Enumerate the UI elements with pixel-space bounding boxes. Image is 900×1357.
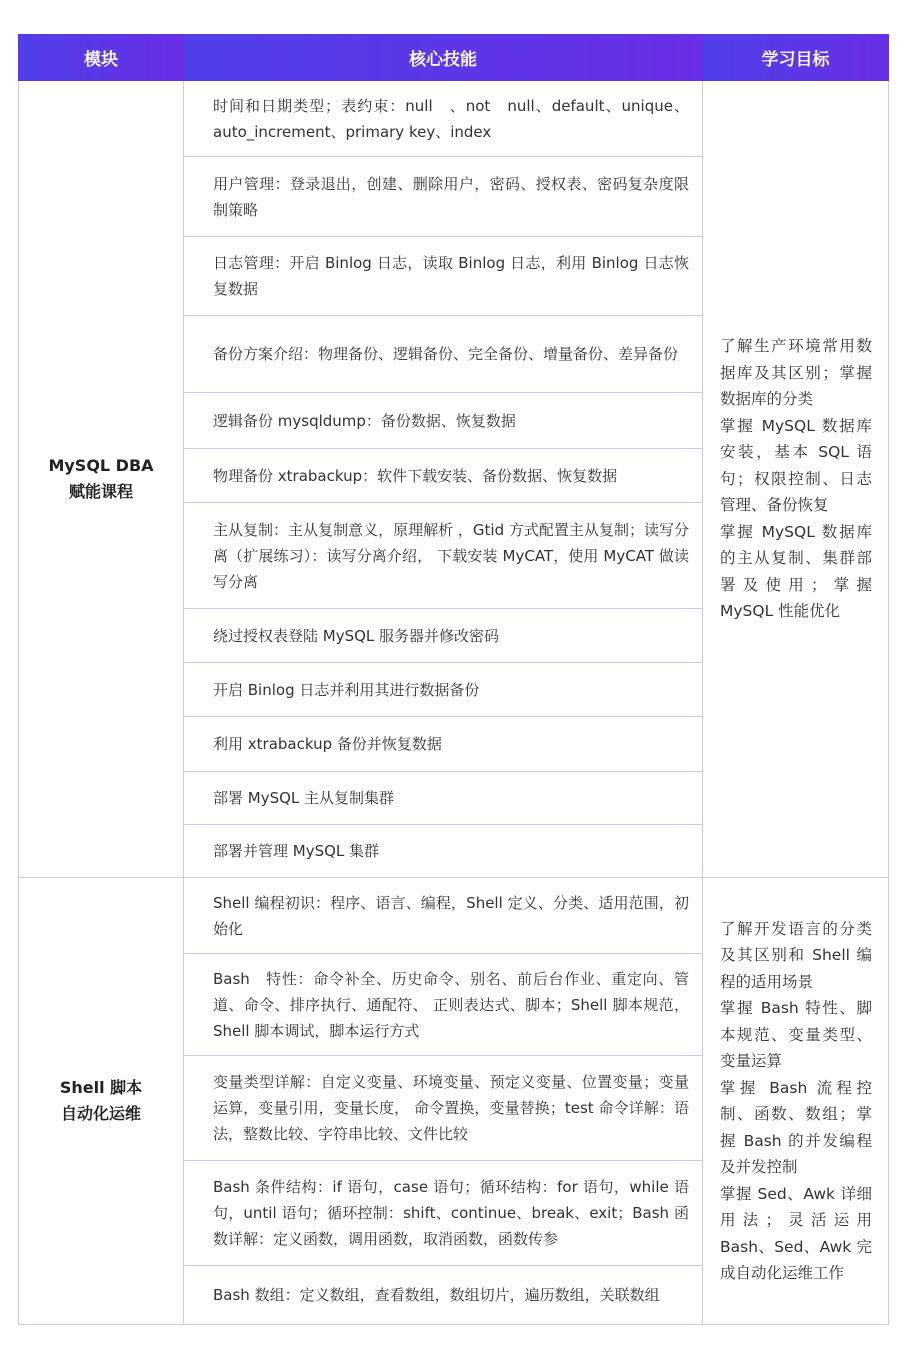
- skill-cell: 日志管理：开启 Binlog 日志，读取 Binlog 日志，利用 Binlog 日志恢复数据: [184, 237, 703, 316]
- skill-cell: 利用 xtrabackup 备份并恢复数据: [184, 717, 703, 772]
- skill-cell: 部署 MySQL 主从复制集群: [184, 772, 703, 825]
- goal-line: 了解生产环境常用数据库及其区别；掌握数据库的分类: [720, 337, 872, 409]
- goal-line: 了解开发语言的分类及其区别和 Shell 编程的适用场景: [720, 919, 872, 991]
- skill-cell: 用户管理：登录退出，创建、删除用户，密码、授权表、密码复杂度限制策略: [184, 157, 703, 237]
- goal-line: 掌握 Bash 特性、脚本规范、变量类型、变量运算: [720, 999, 872, 1070]
- module-subtitle: 自动化运维: [60, 1104, 141, 1123]
- module-title: MySQL DBA: [48, 456, 154, 475]
- table-header-row: [19, 35, 889, 81]
- module-cell-shell: [19, 878, 184, 1325]
- header-goals: 学习目标: [703, 35, 889, 81]
- skill-cell: Bash 特性：命令补全、历史命令、别名、前后台作业、重定向、管道、命令、排序执行、通配符、 正则表达式、脚本；Shell 脚本规范，Shell 脚本调试，脚本运行方式: [184, 954, 703, 1056]
- skill-cell: Shell 编程初识：程序、语言、编程，Shell 定义、分类、适用范围，初始化: [184, 878, 703, 954]
- goal-cell-mysql: [703, 81, 889, 878]
- skill-cell: Bash 数组：定义数组，查看数组，数组切片，遍历数组，关联数组: [184, 1266, 703, 1325]
- skill-cell: 主从复制：主从复制意义，原理解析 ，Gtid 方式配置主从复制；读写分离（扩展练习）：读写分离介绍， 下载安装 MyCAT，使用 MyCAT 做读写分离: [184, 503, 703, 609]
- goal-cell-shell: [703, 878, 889, 1325]
- skill-cell: 绕过授权表登陆 MySQL 服务器并修改密码: [184, 609, 703, 663]
- goal-line: 掌握 Bash 流程控制、函数、数组；掌握 Bash 的并发编程及并发控制: [720, 1078, 872, 1176]
- curriculum-table: [18, 34, 889, 1325]
- header-skills: 核心技能: [184, 35, 703, 81]
- skill-cell: 逻辑备份 mysqldump：备份数据、恢复数据: [184, 393, 703, 449]
- header-module: 模块: [19, 35, 184, 81]
- module-cell-mysql: [19, 81, 184, 878]
- module-subtitle: 赋能课程: [68, 482, 133, 501]
- skill-cell: 部署并管理 MySQL 集群: [184, 825, 703, 878]
- skill-cell: 开启 Binlog 日志并利用其进行数据备份: [184, 663, 703, 717]
- table-row: [19, 878, 889, 954]
- table-row: [19, 81, 889, 157]
- skill-cell: Bash 条件结构：if 语句，case 语句；循环结构：for 语句，while 语句，until 语句；循环控制：shift、continue、break、exit；Bash 函数详解：定义函数，调用函数，取消函数，函数传参: [184, 1161, 703, 1266]
- goal-line: 掌握 Sed、Awk 详细用法；灵活运用 Bash、Sed、Awk 完成自动化运维工作: [720, 1184, 872, 1282]
- goal-line: 掌握 MySQL 数据库的主从复制、集群部署及使用；掌握 MySQL 性能优化: [720, 522, 872, 621]
- skill-cell: 物理备份 xtrabackup：软件下载安装、备份数据、恢复数据: [184, 449, 703, 503]
- skill-cell: 备份方案介绍：物理备份、逻辑备份、完全备份、增量备份、差异备份: [184, 316, 703, 393]
- skill-cell: 变量类型详解：自定义变量、环境变量、预定义变量、位置变量；变量运算，变量引用，变量长度， 命令置换，变量替换；test 命令详解：语法，整数比较、字符串比较、文件比较: [184, 1056, 703, 1161]
- skill-cell: 时间和日期类型；表约束：null 、not null、default、unique、auto_increment、primary key、index: [184, 81, 703, 157]
- module-title: Shell 脚本: [59, 1078, 143, 1097]
- goal-line: 掌握 MySQL 数据库安装，基本 SQL 语句；权限控制、日志管理、备份恢复: [720, 416, 872, 515]
